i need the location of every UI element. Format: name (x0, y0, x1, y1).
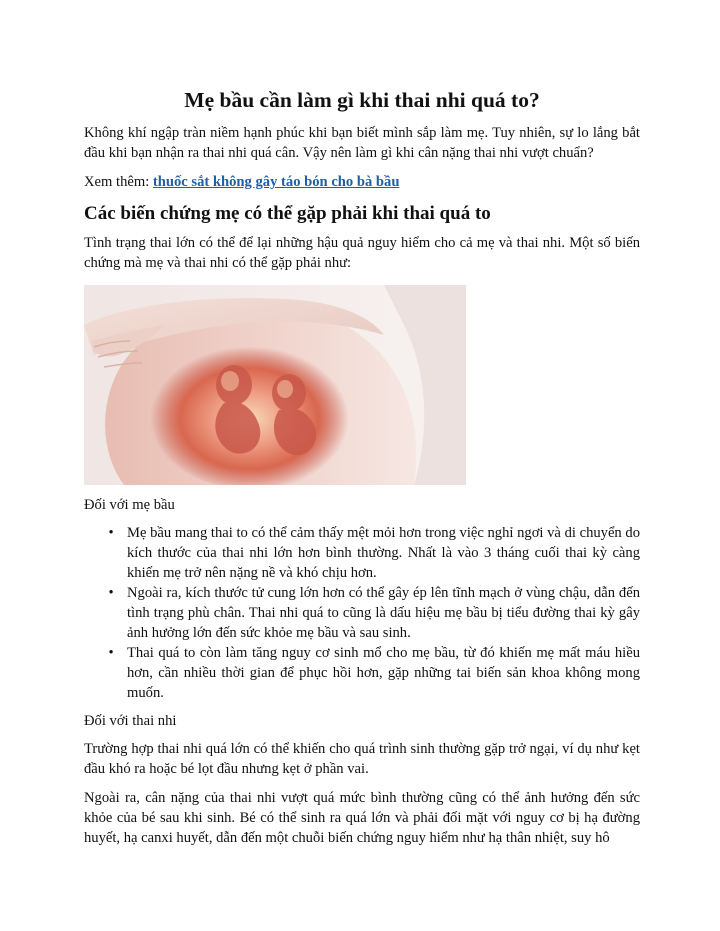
see-also-line (84, 172, 640, 192)
bullet-icon: • (108, 525, 114, 541)
baby-paragraph: Ngoài ra, cân nặng của thai nhi vượt quá mức bình thường cũng có thể ảnh hưởng đến sức khỏe của bé sau khi sinh. Bé có thể sinh ra quá lớn và phải đối mặt với nguy cơ bị hạ đường huyết, hạ canxi huyết, dẫn đến một chuỗi biến chứng nguy hiểm như hạ thân nhiệt, suy hô (84, 790, 640, 846)
baby-paragraph: Trường hợp thai nhi quá lớn có thể khiến cho quá trình sinh thường gặp trở ngại, ví dụ như kẹt đầu khó ra hoặc bé lọt đầu nhưng kẹt ở phần vai. (84, 741, 640, 777)
mother-complications-list (84, 523, 640, 703)
list-item (84, 643, 640, 703)
section-intro-paragraph: Tình trạng thai lớn có thể để lại những hậu quả nguy hiểm cho cả mẹ và thai nhi. Một số biến chứng mà mẹ và thai nhi có thể gặp phải như: (84, 235, 640, 271)
list-item-text: Ngoài ra, kích thước tử cung lớn hơn có thể gây ép lên tĩnh mạch ở vùng chậu, dẫn đến tình trạng phù chân. Thai nhi quá to cũng là dấu hiệu mẹ bầu bị tiểu đường thai kỳ gây ảnh hưởng lớn đến sức khỏe mẹ bầu và sau sinh. (127, 585, 640, 641)
intro-paragraph: Không khí ngập tràn niềm hạnh phúc khi bạn biết mình sắp làm mẹ. Tuy nhiên, sự lo lắng bắt đầu khi bạn nhận ra thai nhi quá cân. Vậy nên làm gì khi cân nặng thai nhi vượt chuẩn? (84, 125, 640, 161)
see-also-label: Xem thêm: (84, 174, 153, 190)
see-also-link[interactable]: thuốc sắt không gây táo bón cho bà bầu (152, 174, 400, 190)
pregnancy-illustration (84, 285, 466, 485)
bullet-icon: • (108, 585, 114, 601)
section-heading: Các biến chứng mẹ có thể gặp phải khi thai quá to (84, 203, 491, 224)
list-item-text: Mẹ bầu mang thai to có thể cảm thấy mệt mỏi hơn trong việc nghỉ ngơi và di chuyển do kích thước của thai nhi lớn hơn bình thường. Nhất là vào 3 tháng cuối thai kỳ càng khiến mẹ trở nên nặng nề và khó chịu hơn. (127, 525, 640, 581)
list-item-text: Thai quá to còn làm tăng nguy cơ sinh mổ cho mẹ bầu, từ đó khiến mẹ mất máu hiều hơn, cần nhiều thời gian để phục hồi hơn, gặp những tai biến sản khoa không mong muốn. (127, 645, 640, 701)
list-item (84, 523, 640, 583)
list-item (84, 583, 640, 643)
page-title: Mẹ bầu cần làm gì khi thai nhi quá to? (184, 88, 540, 112)
mother-section-label: Đối với mẹ bầu (84, 497, 175, 513)
bullet-icon: • (108, 645, 114, 661)
baby-section-label: Đối với thai nhi (84, 713, 177, 729)
pregnancy-illustration-image (84, 285, 466, 485)
document-page (84, 0, 640, 848)
